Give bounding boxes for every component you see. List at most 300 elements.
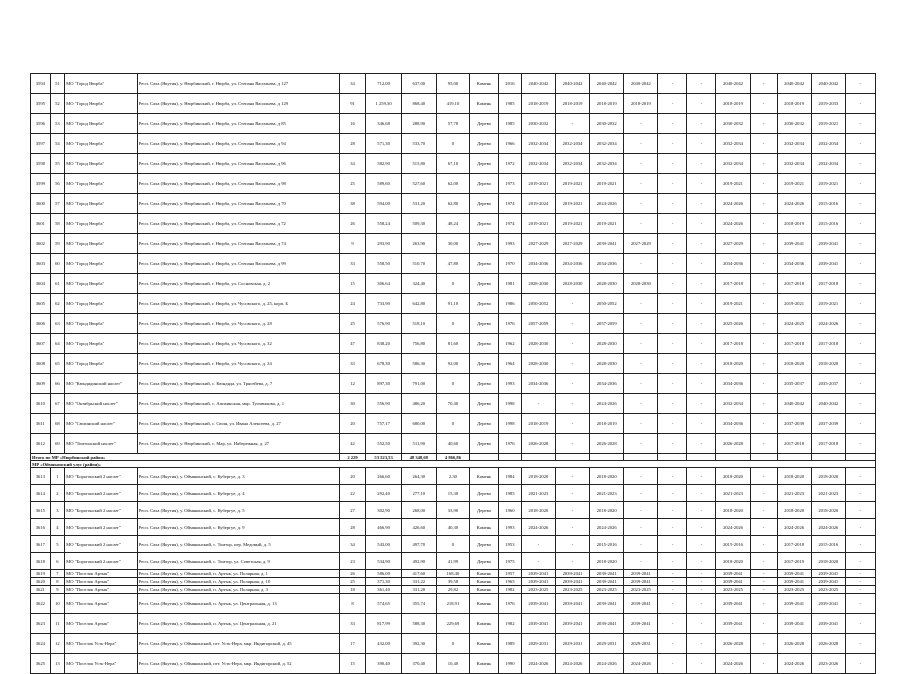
cell-c4: 0 [436, 374, 469, 394]
cell-c1: 25 [339, 578, 366, 586]
cell-p5: - [658, 414, 687, 434]
cell-p3: 2015-2016 [590, 536, 624, 553]
cell-p6: - [687, 519, 716, 536]
cell-c2: 552,50 [366, 434, 401, 454]
cell-p3: 2018-2020 [590, 468, 624, 485]
cell-mat: Дерево [470, 334, 499, 354]
cell-mat: Дерево [470, 374, 499, 394]
cell-p2: - [555, 434, 589, 454]
cell-p4: - [624, 502, 658, 519]
cell-mat: Дерево [470, 354, 499, 374]
cell-c1: 25 [339, 314, 366, 334]
cell-n: 11 [50, 614, 64, 634]
cell-c3: 680,00 [401, 414, 436, 434]
cell-addr: Респ. Саха (Якутия), у. Оймяконский, с. Томтор, пер. Медовый, д. 5 [137, 536, 339, 553]
cell-p9: 2039-2041 [777, 234, 811, 254]
cell-mo: МО "Поселок Усть-Нера" [65, 654, 137, 674]
cell-addr: Респ. Саха (Якутия), у. Нюрбинский, с. Кюндяда, ул. Трясейева, д. 7 [137, 374, 339, 394]
cell-c2: 466,90 [366, 519, 401, 536]
cell-c4: 91,10 [436, 294, 469, 314]
cell-p3: 2039-2041 [590, 594, 624, 614]
cell-p6: - [687, 586, 716, 594]
cell-p4: - [624, 294, 658, 314]
cell-p8: - [750, 468, 777, 485]
cell-p2: 2019-2021 [555, 214, 589, 234]
cell-p8: - [750, 654, 777, 674]
cell-p7: 2015-2016 [716, 536, 750, 553]
cell-mat: Дерево [470, 485, 499, 502]
cell-c3: 637,00 [401, 74, 436, 94]
cell-p7: 2018-2020 [716, 502, 750, 519]
cell-p1: 2032-2034 [521, 134, 555, 154]
cell-p1: - [521, 553, 555, 570]
cell-p5: - [658, 74, 687, 94]
cell-p8: - [750, 502, 777, 519]
cell-c1: 12 [339, 374, 366, 394]
cell-p3: 2028-2030 [590, 334, 624, 354]
cell-c2: 1 259,30 [366, 94, 401, 114]
cell-addr: Респ. Саха (Якутия), у. Нюрбинский, г. Нюрба, ул. Степана Васильева, д 96 [137, 154, 339, 174]
cell-p10: 2039-2041 [811, 570, 845, 578]
cell-no: 3617 [31, 536, 51, 553]
cell-p3: 2039-2041 [590, 578, 624, 586]
cell-p7: 2018-2020 [716, 354, 750, 374]
cell-p8: - [750, 74, 777, 94]
cell-addr: Респ. Саха (Якутия), у. Оймяконский, п. Артык, ул. Центральная, д. 21 [137, 614, 339, 634]
cell-c1: 28 [339, 519, 366, 536]
cell-mat: Дерево [470, 394, 499, 414]
cell-p4: 2039-2041 [624, 594, 658, 614]
cell-p4: - [624, 134, 658, 154]
cell-no: 3601 [31, 214, 51, 234]
cell-p10: 2037-2039 [811, 414, 845, 434]
cell-p11: - [845, 414, 875, 434]
cell-no: 3596 [31, 114, 51, 134]
cell-addr: Респ. Саха (Якутия), у. Оймяконский, с. Кубергуе, д. 4 [137, 485, 339, 502]
cell-yr: 1985 [499, 485, 522, 502]
cell-mat: Камень [470, 578, 499, 586]
table-row [31, 553, 876, 570]
cell-addr: Респ. Саха (Якутия), у. Нюрбинский, г. Нюрба, ул. Степана Васильева, д 127 [137, 74, 339, 94]
total-c4: 4 866,86 [436, 454, 469, 461]
cell-p9: 2018-2019 [777, 214, 811, 234]
cell-no: 3613 [31, 468, 51, 485]
cell-p8: - [750, 234, 777, 254]
cell-c3: 263,90 [401, 234, 436, 254]
cell-c1: 24 [339, 294, 366, 314]
cell-p10: 2015-2016 [811, 536, 845, 553]
cell-p1: 2040-2042 [521, 74, 555, 94]
cell-p2: 2039-2041 [555, 614, 589, 634]
cell-p4: 2039-2041 [624, 578, 658, 586]
cell-mat: Камень [470, 654, 499, 674]
table-row [31, 414, 876, 434]
cell-p4: - [624, 314, 658, 334]
cell-mo: МО "Город Нюрба" [65, 234, 137, 254]
cell-p9: 2024-2026 [777, 654, 811, 674]
cell-p1: 2027-2029 [521, 234, 555, 254]
cell-n: 3 [50, 502, 64, 519]
cell-p3: 2024-2026 [590, 519, 624, 536]
cell-p6: - [687, 354, 716, 374]
cell-p3: 2032-2034 [590, 134, 624, 154]
cell-n: 61 [50, 274, 64, 294]
cell-c1: 17 [339, 634, 366, 654]
cell-p8: - [750, 314, 777, 334]
cell-yr: 1972 [499, 154, 522, 174]
cell-c1: 23 [339, 553, 366, 570]
cell-yr: 1957 [499, 570, 522, 578]
cell-c4: 67,10 [436, 154, 469, 174]
cell-p5: - [658, 214, 687, 234]
cell-p6: - [687, 254, 716, 274]
cell-p6: - [687, 174, 716, 194]
cell-n: 68 [50, 414, 64, 434]
cell-p10: 2023-2026 [811, 654, 845, 674]
cell-p6: - [687, 434, 716, 454]
table-row [31, 354, 876, 374]
cell-mo: МО "Поселок Усть-Нера" [65, 634, 137, 654]
cell-p7: 2034-2036 [716, 254, 750, 274]
cell-c2: 817,99 [366, 614, 401, 634]
cell-p10: 2017-2018 [811, 274, 845, 294]
cell-p2: - [555, 502, 589, 519]
cell-c4: 0 [436, 134, 469, 154]
cell-p4: 2018-2019 [624, 94, 658, 114]
cell-p8: - [750, 254, 777, 274]
cell-yr: 1973 [499, 174, 522, 194]
cell-c4: 33,90 [436, 502, 469, 519]
cell-mo: МО "Город Нюрба" [65, 254, 137, 274]
cell-c4: 81,60 [436, 334, 469, 354]
cell-n: 63 [50, 314, 64, 334]
cell-p3: 2018-2019 [590, 414, 624, 434]
cell-p2: 2019-2021 [555, 174, 589, 194]
cell-mo: МО "Борогонский 2 наслег" [65, 536, 137, 553]
cell-mat: Дерево [470, 294, 499, 314]
cell-addr: Респ. Саха (Якутия), у. Нюрбинский, г. Нюрба, ул. Степана Васильева, д 129 [137, 94, 339, 114]
cell-c4: 40,30 [436, 519, 469, 536]
cell-addr: Респ. Саха (Якутия), у. Нюрбинский, г. Нюрба, ул. Сосновская, д. 2 [137, 274, 339, 294]
cell-mat: Дерево [470, 536, 499, 553]
cell-n: 4 [50, 519, 64, 536]
cell-p7: 2018-2019 [716, 94, 750, 114]
cell-p2: - [555, 114, 589, 134]
cell-p11: - [845, 594, 875, 614]
cell-p5: - [658, 234, 687, 254]
cell-n: 59 [50, 234, 64, 254]
cell-p3: 2039-2041 [590, 234, 624, 254]
cell-p10: 2019-2021 [811, 114, 845, 134]
cell-p6: - [687, 194, 716, 214]
cell-p9: 2018-2020 [777, 502, 811, 519]
table-row [31, 654, 876, 674]
cell-c4: 2,30 [436, 468, 469, 485]
cell-p2: - [555, 468, 589, 485]
cell-c4: 15,30 [436, 485, 469, 502]
cell-p1: - [521, 394, 555, 414]
cell-c3: 417,60 [401, 570, 436, 578]
cell-c3: 527,60 [401, 174, 436, 194]
cell-mo: МО "Город Нюрба" [65, 174, 137, 194]
cell-c4: 70,40 [436, 394, 469, 414]
cell-p2: 2032-2034 [555, 134, 589, 154]
cell-c1: 30 [339, 394, 366, 414]
cell-p10: 2024-2026 [811, 519, 845, 536]
cell-p9: 2039-2041 [777, 578, 811, 586]
cell-c2: 897,30 [366, 374, 401, 394]
cell-p8: - [750, 334, 777, 354]
cell-p4: - [624, 174, 658, 194]
cell-yr: 1989 [499, 634, 522, 654]
cell-p9: 2039-2041 [777, 594, 811, 614]
cell-c4: 62,00 [436, 174, 469, 194]
cell-n: 52 [50, 94, 64, 114]
table-row [31, 374, 876, 394]
cell-c3: 331,28 [401, 586, 436, 594]
cell-p3: 2029-2031 [590, 634, 624, 654]
cell-p3: 2039-2041 [590, 570, 624, 578]
cell-c2: 712,00 [366, 74, 401, 94]
cell-p10: 2019-2021 [811, 294, 845, 314]
table-row [31, 154, 876, 174]
cell-c3: 515,80 [401, 154, 436, 174]
cell-p7: 2018-2020 [716, 553, 750, 570]
cell-p1: 2018-2020 [521, 468, 555, 485]
cell-no: 3598 [31, 154, 51, 174]
cell-p2: - [555, 553, 589, 570]
cell-no: 3611 [31, 414, 51, 434]
cell-p5: - [658, 570, 687, 578]
cell-mo: МО "Октябрьский наслег" [65, 394, 137, 414]
cell-p11: - [845, 553, 875, 570]
cell-mat: Дерево [470, 254, 499, 274]
cell-p4: 2039-2041 [624, 570, 658, 578]
cell-c2: 361,40 [366, 586, 401, 594]
cell-p7: 2032-2034 [716, 154, 750, 174]
cell-p3: 2028-2030 [590, 354, 624, 374]
cell-p4: - [624, 394, 658, 414]
cell-p11: - [845, 502, 875, 519]
cell-p11: - [845, 214, 875, 234]
cell-p9: 2024-2026 [777, 519, 811, 536]
cell-p1: 2030-2032 [521, 114, 555, 134]
table-row [31, 274, 876, 294]
cell-yr: 1975 [499, 553, 522, 570]
cell-no: 3594 [31, 74, 51, 94]
cell-no: 3606 [31, 314, 51, 334]
cell-c4: 40,60 [436, 434, 469, 454]
cell-mat: Дерево [470, 154, 499, 174]
cell-p4: - [624, 334, 658, 354]
cell-p10: 2018-2020 [811, 553, 845, 570]
cell-p5: - [658, 274, 687, 294]
total-label: Итого по МР «Нюрбинский район» [31, 454, 340, 461]
cell-no: 3625 [31, 654, 51, 674]
cell-p3: 2023-2025 [590, 586, 624, 594]
cell-p10: 2026-2028 [811, 634, 845, 654]
cell-c4: 0 [436, 536, 469, 553]
cell-p11: - [845, 274, 875, 294]
cell-c2: 582,90 [366, 154, 401, 174]
cell-p7: 2024-2026 [716, 654, 750, 674]
cell-mat: Дерево [470, 214, 499, 234]
cell-p4: - [624, 194, 658, 214]
cell-n: 64 [50, 334, 64, 354]
section-label: МР «Оймяконский улус (район)» [31, 461, 876, 468]
cell-addr: Респ. Саха (Якутия), у. Нюрбинский, г. Нюрба, ул. Степана Васильева, д 70 [137, 194, 339, 214]
cell-p3: 2018-2020 [590, 502, 624, 519]
cell-mo: МО "Борогонский 2 наслег" [65, 502, 137, 519]
cell-mat: Камень [470, 468, 499, 485]
cell-p7: 2040-2042 [716, 74, 750, 94]
cell-addr: Респ. Саха (Якутия), у. Нюрбинский, с. Сюля, ул. Ивана Алексеева, д. 27 [137, 414, 339, 434]
cell-p8: - [750, 214, 777, 234]
cell-p1: 2026-2028 [521, 434, 555, 454]
table-row [31, 594, 876, 614]
cell-c2: 346,68 [366, 114, 401, 134]
cell-p7: 2034-2036 [716, 414, 750, 434]
cell-c4: 0 [436, 414, 469, 434]
cell-addr: Респ. Саха (Якутия), у. Нюрбинский, г. Нюрба, ул. Степана Васильева, д 99 [137, 254, 339, 274]
cell-c2: 838,20 [366, 334, 401, 354]
cell-p2: - [555, 354, 589, 374]
cell-p6: - [687, 234, 716, 254]
cell-p2: 2018-2019 [555, 94, 589, 114]
cell-p9: 2017-2018 [777, 536, 811, 553]
cell-mat: Дерево [470, 174, 499, 194]
cell-p2: - [555, 536, 589, 553]
cell-p1: 2024-2026 [521, 519, 555, 536]
table-row [31, 570, 876, 578]
table-row [31, 394, 876, 414]
cell-p7: 2025-2026 [716, 314, 750, 334]
cell-c2: 571,30 [366, 134, 401, 154]
cell-c3: 588,30 [401, 614, 436, 634]
cell-mo: МО "Борогонский 2 наслег" [65, 485, 137, 502]
cell-p1: 2028-2030 [521, 354, 555, 374]
cell-yr: 1993 [499, 519, 522, 536]
cell-p3: 2032-2034 [590, 154, 624, 174]
cell-p2: - [555, 414, 589, 434]
cell-p9: 2021-2023 [777, 485, 811, 502]
cell-p3: 2039-2041 [590, 614, 624, 634]
cell-no: 3602 [31, 234, 51, 254]
cell-p4: - [624, 254, 658, 274]
cell-mo: МО "Поселок Артык" [65, 614, 137, 634]
cell-p1: 2039-2041 [521, 594, 555, 614]
cell-p5: - [658, 485, 687, 502]
table-row [31, 502, 876, 519]
cell-c4: 48,24 [436, 214, 469, 234]
cell-mat: Дерево [470, 114, 499, 134]
cell-n: 60 [50, 254, 64, 274]
cell-n: 58 [50, 214, 64, 234]
cell-yr: 1960 [499, 502, 522, 519]
cell-p6: - [687, 74, 716, 94]
cell-c2: 293,90 [366, 234, 401, 254]
cell-addr: Респ. Саха (Якутия), у. Оймяконский, с. Кубергуе, д. 9 [137, 519, 339, 536]
cell-p2: - [555, 374, 589, 394]
cell-addr: Респ. Саха (Якутия), у. Нюрбинский, г. Нюрба, ул. Чусовского, д. 25, корп. Б [137, 294, 339, 314]
cell-p7: 2039-2041 [716, 578, 750, 586]
cell-p8: - [750, 194, 777, 214]
cell-yr: 1990 [499, 654, 522, 674]
cell-c3: 533,70 [401, 134, 436, 154]
cell-c4: 419,10 [436, 94, 469, 114]
cell-p10: 2018-2020 [811, 354, 845, 374]
cell-mat: Дерево [470, 414, 499, 434]
cell-c2: 534,90 [366, 553, 401, 570]
cell-p11: - [845, 634, 875, 654]
cell-c3: 324,40 [401, 274, 436, 294]
table-body-oymyakon-c [31, 594, 876, 674]
cell-p2: 2032-2034 [555, 154, 589, 174]
cell-p8: - [750, 94, 777, 114]
cell-c3: 288,90 [401, 114, 436, 134]
cell-c2: 733,90 [366, 294, 401, 314]
cell-c4: 10,40 [436, 654, 469, 674]
section-row [31, 461, 876, 468]
cell-p6: - [687, 414, 716, 434]
cell-yr: 1981 [499, 274, 522, 294]
cell-p8: - [750, 114, 777, 134]
cell-mo: МО "Кюндядинский наслег" [65, 374, 137, 394]
cell-p4: 2028-2030 [624, 274, 658, 294]
cell-p2: - [555, 294, 589, 314]
cell-addr: Респ. Саха (Якутия), у. Нюрбинский, г. Нюрба, ул. Степана Васильева, д 98 [137, 174, 339, 194]
cell-p11: - [845, 294, 875, 314]
cell-c3: 511,90 [401, 434, 436, 454]
table-row [31, 586, 876, 594]
cell-mat: Дерево [470, 434, 499, 454]
cell-p9: 2039-2041 [777, 614, 811, 634]
table-row [31, 334, 876, 354]
cell-p1: 2018-2020 [521, 502, 555, 519]
cell-p7: 2034-2036 [716, 374, 750, 394]
cell-c4: 62,80 [436, 194, 469, 214]
table-row [31, 578, 876, 586]
cell-p8: - [750, 414, 777, 434]
cell-p2: 2039-2041 [555, 578, 589, 586]
cell-c4: 0 [436, 634, 469, 654]
cell-p1: 2028-2030 [521, 334, 555, 354]
table-body-oymyakon-b [31, 570, 876, 594]
cell-n: 8 [50, 578, 64, 586]
cell-p5: - [658, 594, 687, 614]
cell-p1: 2034-2036 [521, 374, 555, 394]
cell-p5: - [658, 614, 687, 634]
cell-mo: МО "Поселок Артык" [65, 586, 137, 594]
cell-p7: 2039-2041 [716, 594, 750, 614]
cell-p9: 2026-2028 [777, 634, 811, 654]
cell-n: 1 [50, 468, 64, 485]
cell-c3: 586,30 [401, 354, 436, 374]
cell-no: 3616 [31, 519, 51, 536]
cell-p7: 2019-2021 [716, 174, 750, 194]
cell-p9: 2018-2019 [777, 94, 811, 114]
cell-p6: - [687, 578, 716, 586]
cell-p2: 2039-2041 [555, 570, 589, 578]
cell-c2: 302,90 [366, 502, 401, 519]
cell-p5: - [658, 254, 687, 274]
cell-c3: 492,90 [401, 553, 436, 570]
cell-no: 3615 [31, 502, 51, 519]
cell-no: 3619 [31, 570, 51, 578]
cell-n: 2 [50, 485, 64, 502]
cell-p6: - [687, 468, 716, 485]
cell-c3: 518,10 [401, 314, 436, 334]
